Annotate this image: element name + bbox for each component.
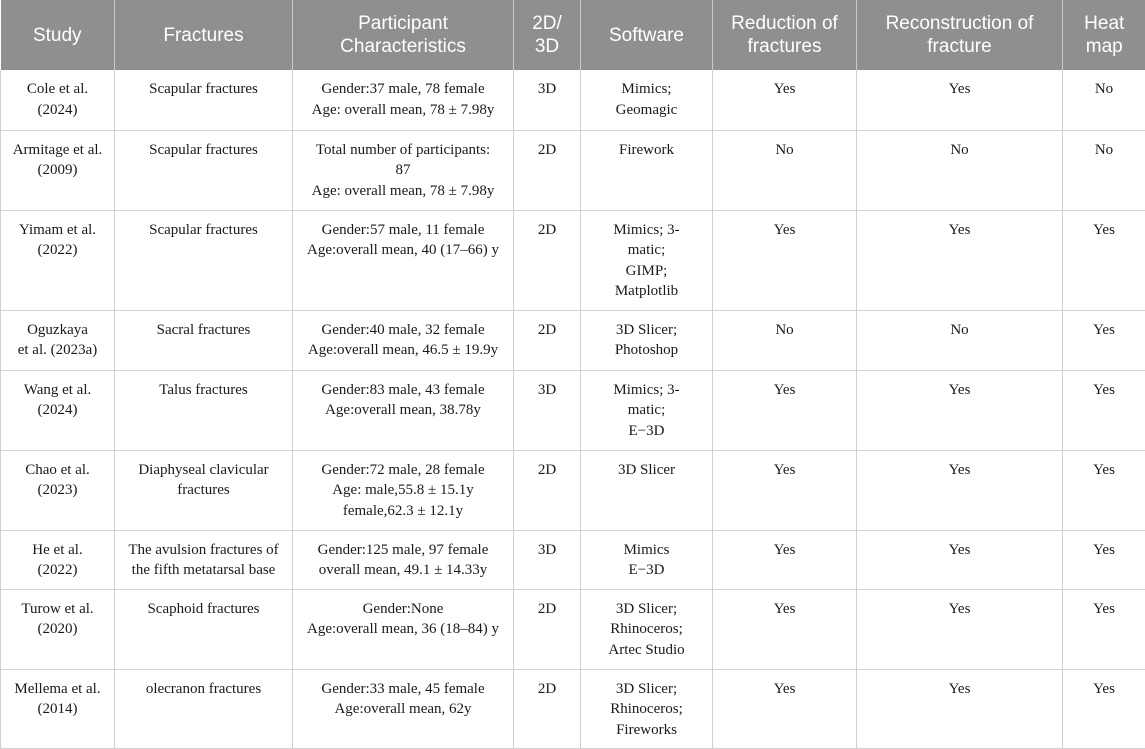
cell-heat-map: Yes [1063,589,1145,669]
cell-software: Mimics; 3- matic; GIMP; Matplotlib [581,210,713,310]
cell-study: Armitage et al. (2009) [1,130,115,210]
cell-software: 3D Slicer; Photoshop [581,310,713,370]
table-row [1,450,1145,530]
header-study: Study [1,0,115,70]
cell-software: Mimics; 3- matic; E−3D [581,370,713,450]
cell-fractures: Scaphoid fractures [115,589,293,669]
cell-reduction: Yes [713,589,857,669]
cell-heat-map: Yes [1063,310,1145,370]
table-row [1,130,1145,210]
cell-heat-map: Yes [1063,450,1145,530]
table-row [1,70,1145,130]
cell-participants: Gender:83 male, 43 female Age:overall mean, 38.78y [293,370,514,450]
cell-study: Oguzkaya et al. (2023a) [1,310,115,370]
cell-participants: Gender:72 male, 28 female Age: male,55.8 ± 15.1y female,62.3 ± 12.1y [293,450,514,530]
cell-participants: Gender:40 male, 32 female Age:overall mean, 46.5 ± 19.9y [293,310,514,370]
cell-reconstruction: Yes [857,669,1063,748]
cell-fractures: olecranon fractures [115,669,293,748]
header-participant-characteristics: Participant Characteristics [293,0,514,70]
cell-reconstruction: No [857,310,1063,370]
cell-software: Mimics E−3D [581,530,713,589]
cell-participants: Gender:57 male, 11 female Age:overall mean, 40 (17–66) y [293,210,514,310]
cell-dimension: 2D [514,210,581,310]
header-row [1,0,1145,70]
cell-dimension: 3D [514,530,581,589]
cell-heat-map: Yes [1063,530,1145,589]
cell-fractures: Sacral fractures [115,310,293,370]
cell-dimension: 2D [514,589,581,669]
cell-fractures: Scapular fractures [115,70,293,130]
cell-reduction: Yes [713,530,857,589]
cell-reconstruction: Yes [857,530,1063,589]
cell-study: He et al. (2022) [1,530,115,589]
cell-dimension: 3D [514,70,581,130]
cell-heat-map: Yes [1063,370,1145,450]
cell-software: Mimics; Geomagic [581,70,713,130]
header-dimension: 2D/ 3D [514,0,581,70]
cell-dimension: 3D [514,370,581,450]
cell-reduction: Yes [713,70,857,130]
cell-software: 3D Slicer; Rhinoceros; Fireworks [581,669,713,748]
cell-reduction: Yes [713,669,857,748]
cell-fractures: Scapular fractures [115,210,293,310]
header-reduction: Reduction of fractures [713,0,857,70]
cell-reconstruction: Yes [857,370,1063,450]
header-fractures: Fractures [115,0,293,70]
cell-reconstruction: Yes [857,210,1063,310]
cell-participants: Total number of participants: 87 Age: overall mean, 78 ± 7.98y [293,130,514,210]
cell-reduction: Yes [713,450,857,530]
cell-fractures: Talus fractures [115,370,293,450]
cell-reduction: Yes [713,210,857,310]
cell-dimension: 2D [514,450,581,530]
table-row [1,210,1145,310]
table-row [1,669,1145,748]
cell-participants: Gender:None Age:overall mean, 36 (18–84) y [293,589,514,669]
cell-participants: Gender:37 male, 78 female Age: overall mean, 78 ± 7.98y [293,70,514,130]
table-row [1,589,1145,669]
cell-heat-map: No [1063,130,1145,210]
cell-software: Firework [581,130,713,210]
cell-reduction: No [713,310,857,370]
cell-heat-map: Yes [1063,210,1145,310]
header-heat-map: Heat map [1063,0,1145,70]
cell-software: 3D Slicer; Rhinoceros; Artec Studio [581,589,713,669]
cell-study: Wang et al. (2024) [1,370,115,450]
cell-heat-map: No [1063,70,1145,130]
cell-study: Yimam et al. (2022) [1,210,115,310]
cell-reduction: Yes [713,370,857,450]
cell-study: Chao et al. (2023) [1,450,115,530]
cell-participants: Gender:125 male, 97 female overall mean, 49.1 ± 14.33y [293,530,514,589]
table-row [1,310,1145,370]
cell-study: Mellema et al. (2014) [1,669,115,748]
cell-study: Cole et al. (2024) [1,70,115,130]
table-body [1,70,1145,748]
header-software: Software [581,0,713,70]
cell-dimension: 2D [514,130,581,210]
cell-fractures: Diaphyseal clavicular fractures [115,450,293,530]
header-reconstruction: Reconstruction of fracture [857,0,1063,70]
cell-reconstruction: No [857,130,1063,210]
cell-reduction: No [713,130,857,210]
cell-reconstruction: Yes [857,589,1063,669]
cell-fractures: Scapular fractures [115,130,293,210]
cell-study: Turow et al. (2020) [1,589,115,669]
cell-reconstruction: Yes [857,450,1063,530]
cell-dimension: 2D [514,310,581,370]
table-row [1,370,1145,450]
cell-software: 3D Slicer [581,450,713,530]
cell-fractures: The avulsion fractures of the fifth metatarsal base [115,530,293,589]
cell-dimension: 2D [514,669,581,748]
table-row [1,530,1145,589]
cell-reconstruction: Yes [857,70,1063,130]
table-header [1,0,1145,70]
cell-participants: Gender:33 male, 45 female Age:overall mean, 62y [293,669,514,748]
cell-heat-map: Yes [1063,669,1145,748]
